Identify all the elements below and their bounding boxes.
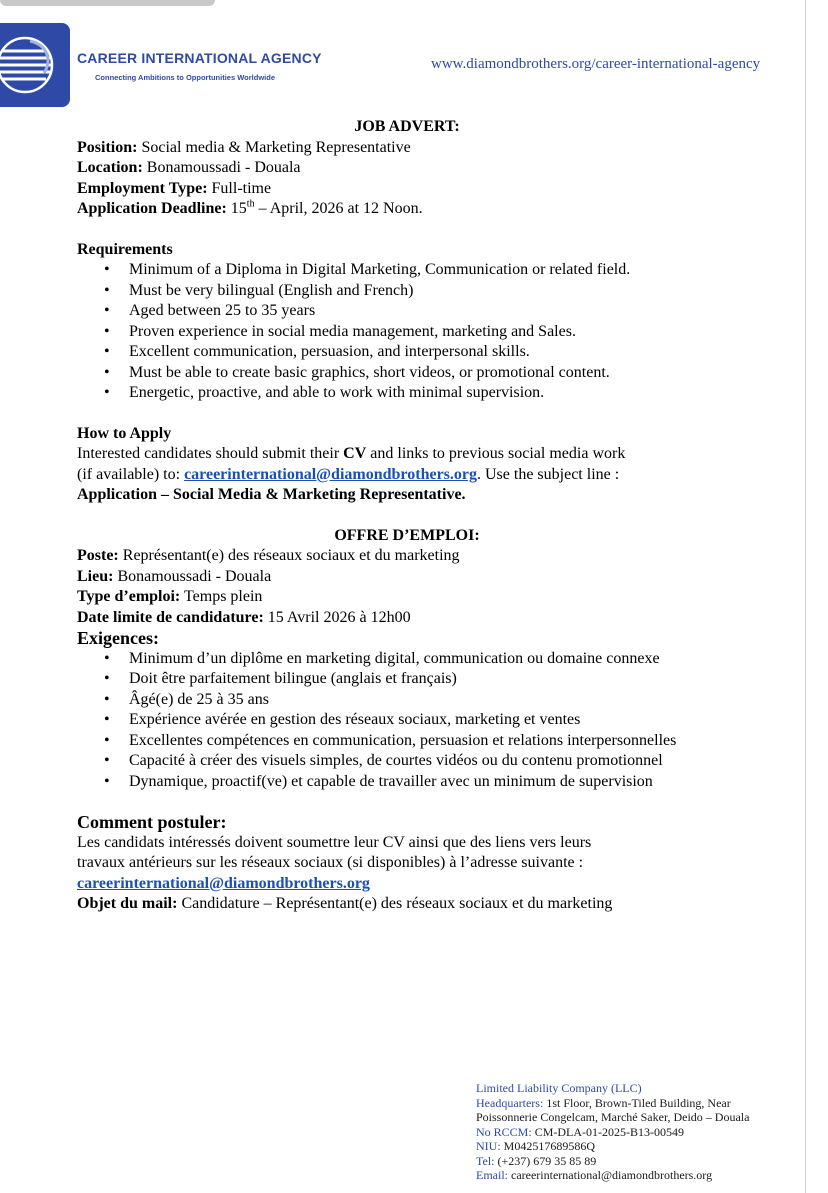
niu-line: NIU: M042517689586Q [476,1139,596,1153]
list-item: • Dynamique, proactif(ve) et capable de travailler avec un minimum de supervision [129,772,797,793]
tel-line: Tel: (+237) 679 35 85 89 [476,1153,597,1168]
requirements-list [77,260,797,404]
list-item: • Minimum of a Diploma in Digital Marketing, Communication or related field. [129,260,797,281]
poste-line: Poste: Représentant(e) des réseaux sociaux et du marketing [77,547,460,564]
list-item: • Energetic, proactive, and able to work with minimal supervision. [129,383,797,404]
exigences-heading: Exigences: [77,628,159,648]
apply-text-line2: (if available) to: careerinternational@diamondbrothers.org. Use the subject line : [77,465,620,483]
list-item: • Aged between 25 to 35 years [129,301,797,322]
agency-tagline: Connecting Ambitions to Opportunities Worldwide [95,73,275,82]
offre-emploi-title: OFFRE D’EMPLOI: [334,526,480,544]
list-item: • Excellentes compétences en communication, persuasion et relations interpersonnelles [129,731,797,752]
how-to-apply-heading: How to Apply [77,424,172,442]
list-item: • Âgé(e) de 25 à 35 ans [129,690,797,711]
top-tab-bar [0,0,215,6]
hq-line2: Poissonnerie Congelcam, Marché Saker, Deido – Douala [476,1110,750,1124]
agency-name: CAREER INTERNATIONAL AGENCY [77,50,322,66]
list-item: • Expérience avérée en gestion des réseaux sociaux, marketing et ventes [129,710,797,731]
email-line: Email: careerinternational@diamondbrothers.org [476,1168,713,1182]
comment-text-line2: travaux antérieurs sur les réseaux sociaux (si disponibles) à l’adresse suivante : [77,854,584,871]
requirements-heading: Requirements [77,240,173,258]
apply-email-link[interactable]: careerinternational@diamondbrothers.org [184,465,477,483]
job-advert-body [77,117,797,915]
type-emploi-line: Type d’emploi: Temps plein [77,588,263,605]
employment-line: Employment Type: Full-time [77,179,272,197]
page-edge-line [805,0,806,1193]
website-link[interactable]: www.diamondbrothers.org/career-international-agency [431,56,761,72]
list-item: • Excellent communication, persuasion, and interpersonal skills. [129,342,797,363]
list-item: • Minimum d’un diplôme en marketing digital, communication ou domaine connexe [129,649,797,670]
lieu-line: Lieu: Bonamoussadi - Douala [77,567,272,585]
list-item: • Must be very bilingual (English and French) [129,281,797,302]
date-limite-line: Date limite de candidature: 15 Avril 2026 à 12h00 [77,608,411,626]
rccm-line: No RCCM: CM-DLA-01-2025-B13-00549 [476,1124,685,1139]
comment-email-link[interactable]: careerinternational@diamondbrothers.org [77,874,370,892]
job-advert-title: JOB ADVERT: [354,118,460,135]
footer-email-link[interactable]: careerinternational@diamondbrothers.org [511,1168,713,1182]
globe-logo-icon [0,23,70,107]
apply-subject-line: Application – Social Media & Marketing Representative. [77,486,466,503]
list-item: • Doit être parfaitement bilingue (anglais et français) [129,669,797,690]
objet-line: Objet du mail: Candidature – Représentant(e) des réseaux sociaux et du marketing [77,895,613,912]
location-line: Location: Bonamoussadi - Douala [77,159,301,176]
list-item: • Must be able to create basic graphics, short videos, or promotional content. [129,363,797,384]
apply-text-line1: Interested candidates should submit their CV and links to previous social media work [77,445,626,462]
exigences-list [77,649,797,793]
company-footer [476,1081,749,1183]
company-type: Limited Liability Company (LLC) [476,1081,642,1095]
comment-postuler-heading: Comment postuler: [77,812,227,832]
position-line: Position: Social media & Marketing Representative [77,138,411,156]
list-item: • Capacité à créer des visuels simples, de courtes vidéos ou du contenu promotionnel [129,751,797,772]
comment-text-line1: Les candidats intéressés doivent soumettre leur CV ainsi que des liens vers leurs [77,833,592,851]
list-item: • Proven experience in social media management, marketing and Sales. [129,322,797,343]
deadline-line: Application Deadline: 15th – April, 2026 at 12 Noon. [77,198,423,217]
hq-line1: Headquarters: 1st Floor, Brown-Tiled Building, Near [476,1095,731,1110]
